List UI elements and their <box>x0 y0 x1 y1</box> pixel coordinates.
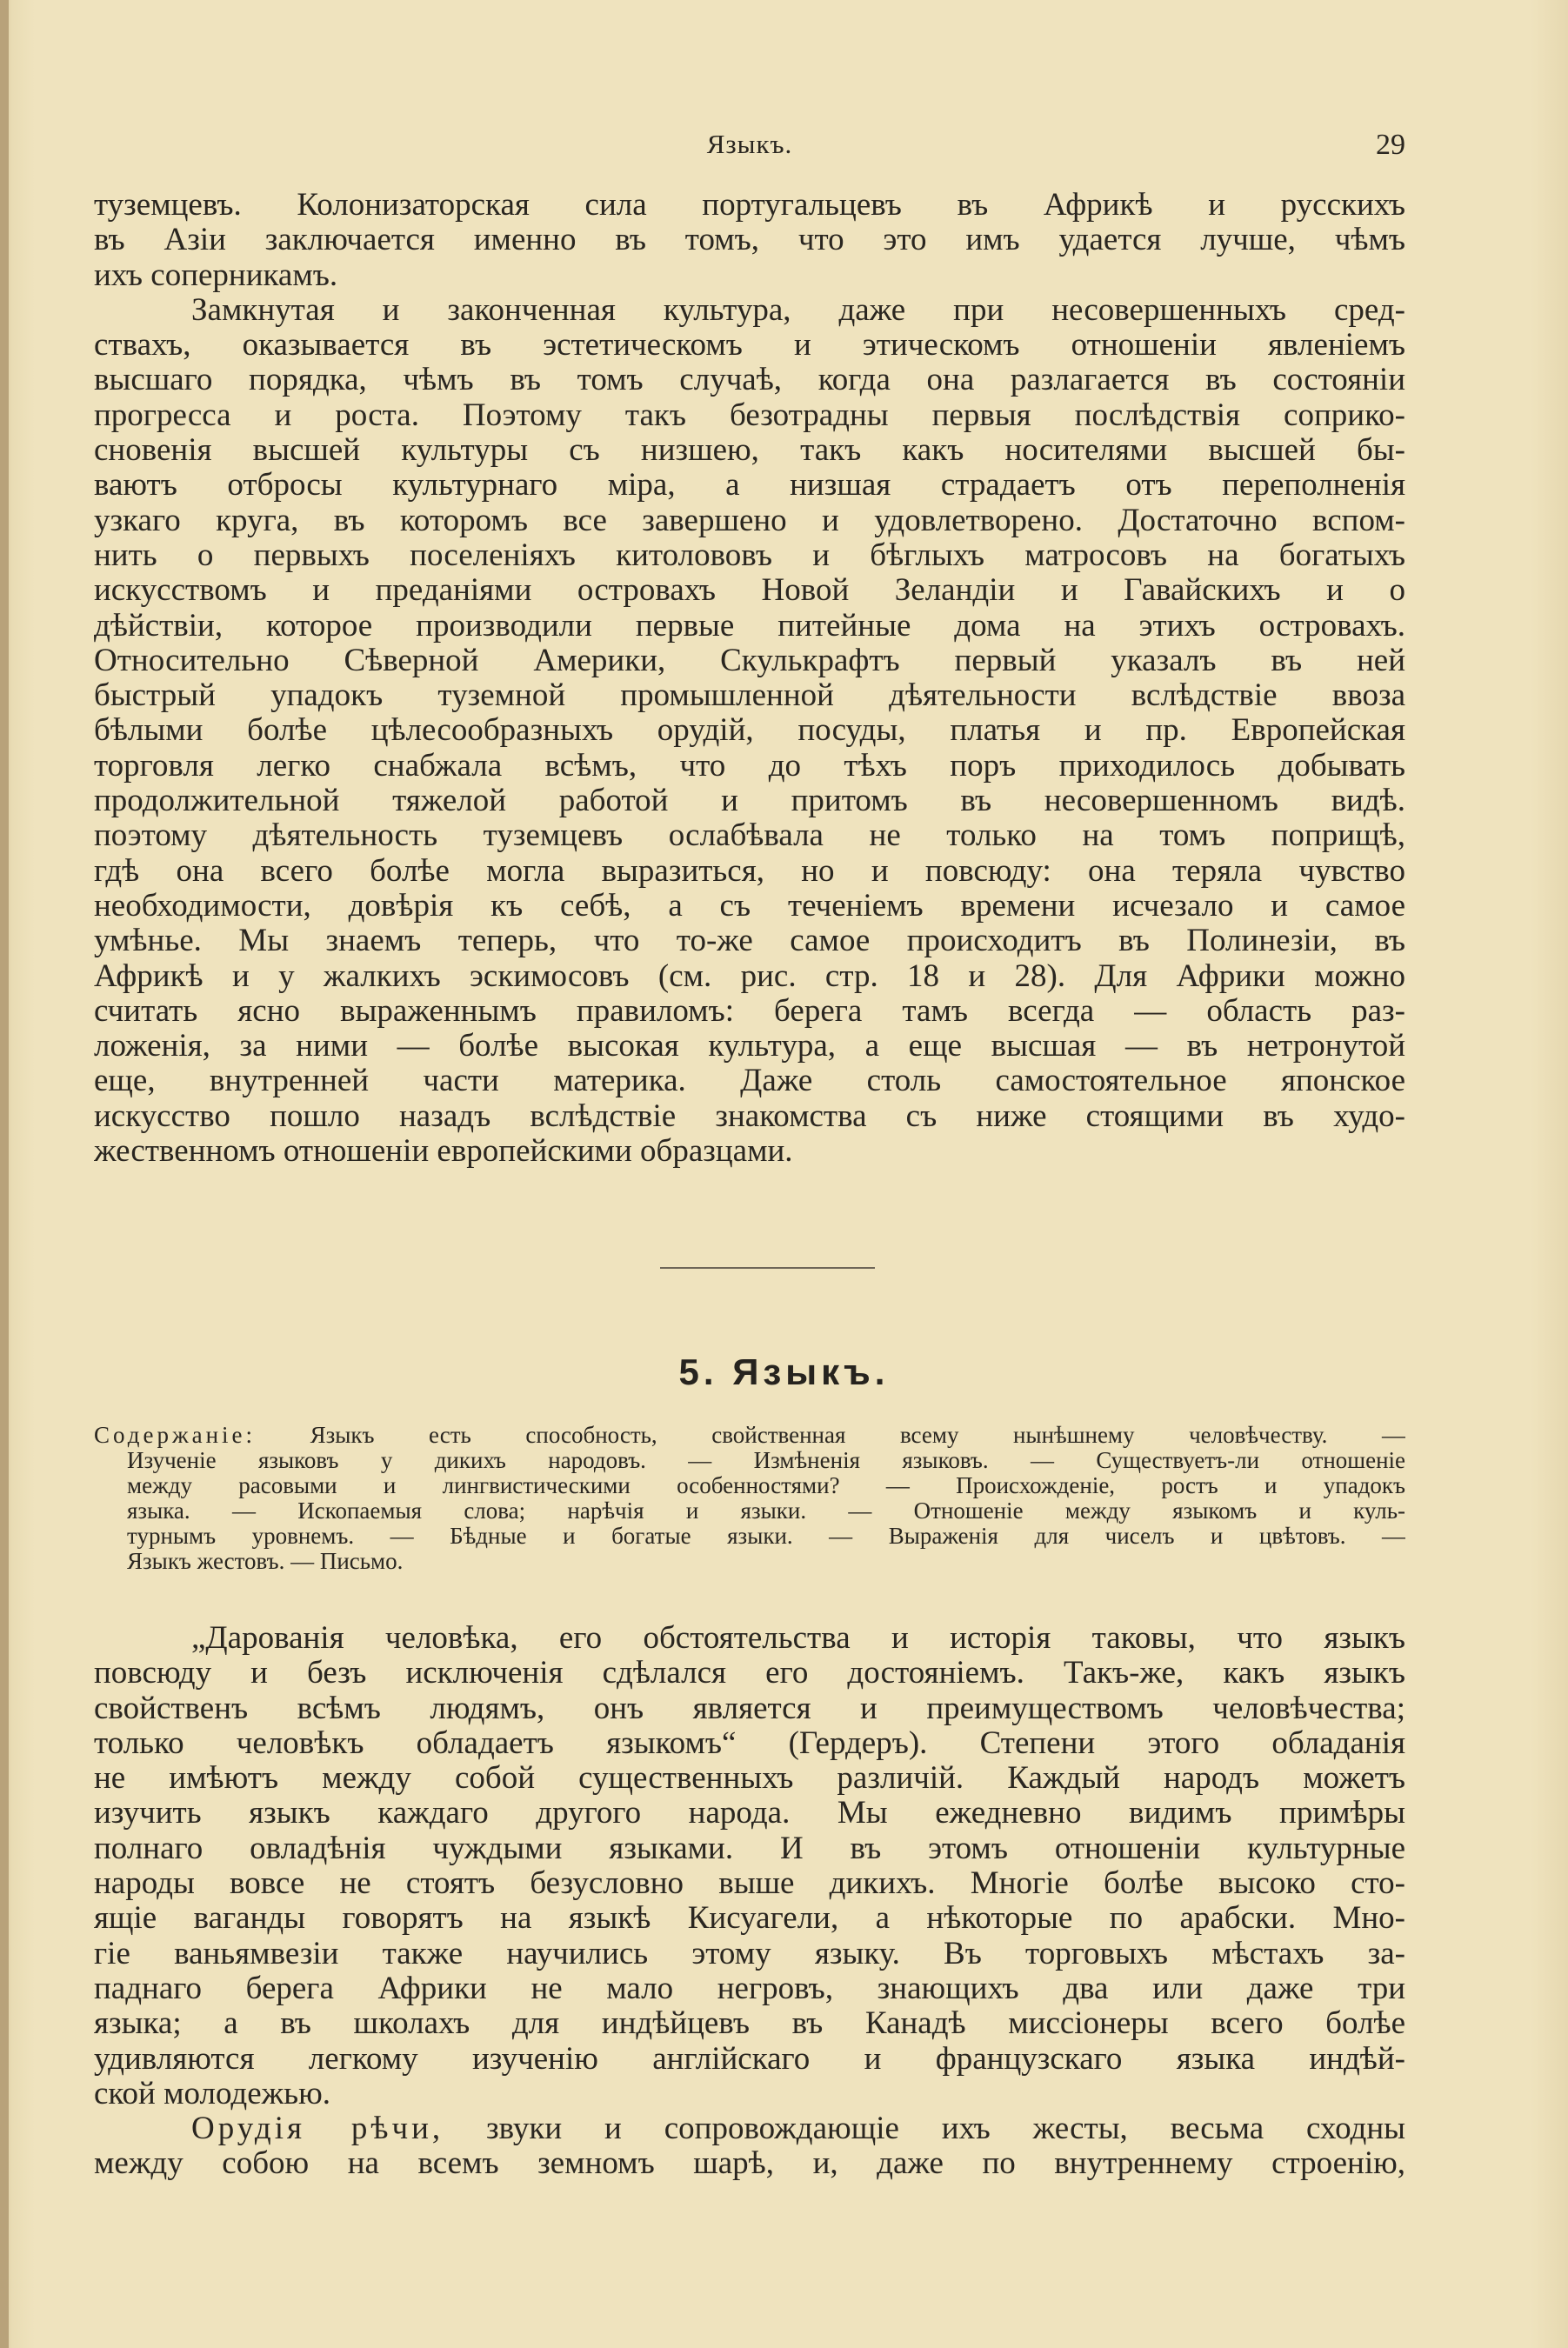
text-line: продолжительной тяжелой работой и притомъ въ несовершенномъ видѣ. <box>94 784 1405 819</box>
text-line: Относительно Сѣверной Америки, Скулькрафтъ первый указалъ въ ней <box>94 643 1405 678</box>
text-line: узкаго круга, въ которомъ все завершено и удовлетворено. Достаточно вспом- <box>94 503 1405 538</box>
summary-line: языка. — Ископаемыя слова; нарѣчія и языки. — Отношеніе между языкомъ и куль- <box>127 1498 1405 1524</box>
text-line: между собою на всемъ земномъ шарѣ, и, даже по внутреннему строенію, <box>94 2146 1405 2182</box>
text-line: необходимости, довѣрія къ себѣ, а съ теченіемъ времени исчезало и самое <box>94 888 1405 924</box>
text-line: бѣлыми болѣе цѣлесообразныхъ орудій, посуды, платья и пр. Европейская <box>94 713 1405 749</box>
section-divider <box>660 1267 875 1269</box>
text-line-rest: звуки и сопровождающіе ихъ жесты, весьма сходны <box>444 2111 1405 2147</box>
text-line: паднаго берега Африки не мало негровъ, знающихъ два или даже три <box>94 1971 1405 2006</box>
summary-line <box>94 1423 1405 1448</box>
text-line: ящіе ваганды говорятъ на языкѣ Кисуагели, а нѣкоторые по арабски. Мно- <box>94 1901 1405 1937</box>
text-line <box>94 2111 1405 2146</box>
text-line: умѣнье. Мы знаемъ теперь, что то-же самое происходитъ въ Полинезіи, въ <box>94 924 1405 959</box>
text-line: гіе ваньямвезіи также научились этому языку. Въ торговыхъ мѣстахъ за- <box>94 1936 1405 1971</box>
text-line: торговля легко снабжала всѣмъ, что до тѣхъ поръ приходилось добывать <box>94 748 1405 784</box>
chapter-summary <box>94 1423 1405 1574</box>
text-line: сновенія высшей культуры съ низшею, такъ какъ носителями высшей бы- <box>94 433 1405 469</box>
text-line: быстрый упадокъ туземной промышленной дѣятельности вслѣдствіе ввоза <box>94 678 1405 714</box>
summary-line: Изученіе языковъ у дикихъ народовъ. — Измѣненія языковъ. — Существуетъ-ли отношеніе <box>127 1448 1405 1473</box>
text-line: въ Азіи заключается именно въ томъ, что это имъ удается лучше, чѣмъ <box>94 223 1405 258</box>
emphasis-lead: Орудія рѣчи, <box>191 2111 444 2147</box>
summary-text: Языкъ есть способность, свойственная всему нынѣшнему человѣчеству. — <box>256 1423 1405 1448</box>
text-line: ваютъ отбросы культурнаго міра, а низшая страдаетъ отъ переполненія <box>94 468 1405 504</box>
summary-label: Содержаніе: <box>94 1423 257 1448</box>
running-head: Языкъ. <box>706 129 793 159</box>
summary-line: между расовыми и лингвистическими особенностями? — Происхожденіе, ростъ и упадокъ <box>127 1473 1405 1498</box>
text-line: жественномъ отношеніи европейскими образцами. <box>94 1134 793 1170</box>
text-line: Африкѣ и у жалкихъ эскимосовъ (см. рис. стр. 18 и 28). Для Африки можно <box>94 958 1405 994</box>
text-line: гдѣ она всего болѣе могла выразиться, но и повсюду: она теряла чувство <box>94 853 1405 889</box>
text-line: высшаго порядка, чѣмъ въ томъ случаѣ, когда она разлагается въ состояніи <box>94 363 1405 398</box>
page-binding-edge <box>0 0 9 2348</box>
text-line: полнаго овладѣнія чуждыми языками. И въ этомъ отношеніи культурные <box>94 1831 1405 1866</box>
text-line: ской молодежью. <box>94 2076 330 2111</box>
text-line: нить о первыхъ поселеніяхъ китолововъ и бѣглыхъ матросовъ на богатыхъ <box>94 537 1405 573</box>
text-line: удивляются легкому изученію англійскаго и французскаго языка индѣй- <box>94 2041 1405 2077</box>
text-line: изучить языкъ каждаго другого народа. Мы ежедневно видимъ примѣры <box>94 1796 1405 1831</box>
text-line: Замкнутая и законченная культура, даже при несовершенныхъ сред- <box>191 292 1405 328</box>
section-title: 5. Языкъ. <box>678 1351 890 1392</box>
text-line: ствахъ, оказывается въ эстетическомъ и этическомъ отношеніи явленіемъ <box>94 328 1405 364</box>
text-line: искусствомъ и преданіями островахъ Новой Зеландіи и Гавайскихъ и о <box>94 573 1405 609</box>
text-line: считать ясно выраженнымъ правиломъ: берега тамъ всегда — область раз- <box>94 993 1405 1029</box>
text-line: повсюду и безъ исключенія сдѣлался его достояніемъ. Такъ-же, какъ языкъ <box>94 1656 1405 1691</box>
summary-line: Языкъ жестовъ. — Письмо. <box>127 1549 404 1574</box>
text-line: только человѣкъ обладаетъ языкомъ“ (Гердеръ). Степени этого обладанія <box>94 1725 1405 1761</box>
text-line: дѣйствіи, которое производили первые питейные дома на этихъ островахъ. <box>94 608 1405 644</box>
text-line: „Дарованія человѣка, его обстоятельства и исторія таковы, что языкъ <box>191 1621 1405 1656</box>
text-line: свойственъ всѣмъ людямъ, онъ является и преимуществомъ человѣчества; <box>94 1691 1405 1726</box>
page-header <box>94 129 1405 165</box>
text-line: ложенія, за ними — болѣе высокая культура, а еще высшая — въ нетронутой <box>94 1029 1405 1064</box>
text-line: поэтому дѣятельность туземцевъ ослабѣвала не только на томъ поприщѣ, <box>94 818 1405 854</box>
text-line: искусство пошло назадъ вслѣдствіе знакомства съ ниже стоящими въ худо- <box>94 1098 1405 1134</box>
summary-line: турнымъ уровнемъ. — Бѣдные и богатые языки. — Выраженія для чиселъ и цвѣтовъ. — <box>127 1524 1405 1549</box>
text-line: не имѣютъ между собой существенныхъ различій. Каждый народъ можетъ <box>94 1761 1405 1797</box>
text-line: еще, внутренней части материка. Даже столь самостоятельное японское <box>94 1064 1405 1099</box>
paragraph-language <box>94 1621 1405 2182</box>
paragraph-colonization <box>94 188 1405 1169</box>
text-line: народы вовсе не стоятъ безусловно выше дикихъ. Многіе болѣе высоко сто- <box>94 1866 1405 1902</box>
text-line: прогресса и роста. Поэтому такъ безотрадны первыя послѣдствія соприко- <box>94 397 1405 433</box>
text-line: ихъ соперникамъ. <box>94 257 338 293</box>
text-line: языка; а въ школахъ для индѣйцевъ въ Канадѣ миссіонеры всего болѣе <box>94 2006 1405 2042</box>
text-line: туземцевъ. Колонизаторская сила португальцевъ въ Африкѣ и русскихъ <box>94 188 1405 223</box>
page-number: 29 <box>1376 129 1405 161</box>
